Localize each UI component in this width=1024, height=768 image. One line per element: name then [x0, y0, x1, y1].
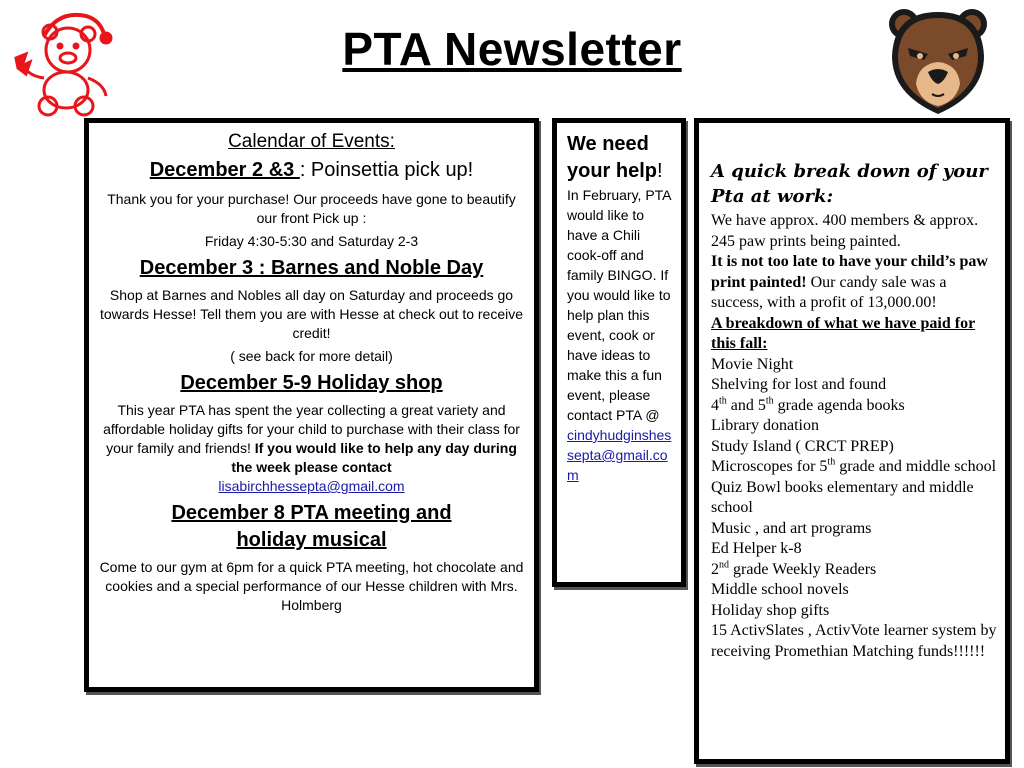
event-3-description: This year PTA has spent the year collecting a great variety and affordable holiday gifts for your child to purchase with their class for your family and friends!	[103, 402, 520, 456]
event-4-heading-line-2: holiday musical	[236, 529, 387, 551]
list-item	[711, 457, 997, 478]
bear-mascot-icon	[884, 4, 992, 118]
event-4-heading-line-1: December 8 PTA meeting and	[171, 502, 452, 524]
event-2-text: Shop at Barnes and Nobles all day on Saturday and proceeds go towards Hesse! Tell them you are with Hesse at check out to receive credit!	[99, 287, 524, 341]
page-title: PTA Newsletter	[342, 23, 682, 75]
event-1-heading	[99, 159, 524, 182]
event-3-email-link[interactable]: lisabirchhessepta@gmail.com	[218, 478, 405, 494]
list-item-text: grade and middle school	[835, 458, 997, 475]
list-item	[711, 396, 997, 417]
list-item-text: and 5	[726, 396, 766, 414]
list-item: Middle school novels	[711, 581, 849, 598]
breakdown-intro: We have approx. 400 members & approx. 245 paw prints being painted.	[711, 212, 979, 250]
list-item: Music , and art programs	[711, 519, 872, 537]
event-1-text: Thank you for your purchase! Our proceeds have gone to beautify our front Pick up :	[107, 191, 516, 226]
list-item: Study Island ( CRCT PREP)	[711, 437, 894, 455]
pta-breakdown-box	[694, 118, 1010, 764]
breakdown-subheading: A breakdown of what we have paid for this fall:	[711, 314, 976, 352]
event-1-title: : Poinsettia pick up!	[299, 159, 474, 181]
list-item: Holiday shop gifts	[711, 601, 830, 619]
list-item-text: grade Weekly Readers	[729, 560, 877, 578]
list-item-sup: th	[765, 395, 774, 407]
list-item: Library donation	[711, 417, 819, 434]
list-item: Shelving for lost and found	[711, 376, 887, 393]
help-exclamation: !	[657, 160, 663, 182]
help-box	[552, 118, 686, 587]
list-item: Movie Night	[711, 355, 794, 373]
breakdown-paw-print	[711, 252, 997, 314]
event-2-heading: December 3 : Barnes and Noble Day	[139, 257, 484, 279]
calendar-of-events-box	[84, 118, 539, 692]
event-1-times: Friday 4:30-5:30 and Saturday 2-3	[204, 233, 419, 249]
list-item-text: Microscopes for 5	[711, 458, 828, 475]
list-item-sup: th	[827, 456, 836, 468]
paw-print-callout: It is not too late to have your child’s paw print painted!	[711, 253, 988, 291]
event-1-date: December 2 &3	[149, 159, 300, 181]
candy-sale-text: Our candy sale was a success, with a profit of 13,000.00!	[711, 273, 947, 311]
list-item-text: grade agenda books	[773, 396, 905, 414]
event-3-heading: December 5-9 Holiday shop	[180, 372, 443, 394]
list-item-text: 2	[711, 560, 719, 578]
list-item: Quiz Bowl books elementary and middle school	[711, 478, 974, 516]
help-email-link[interactable]: cindyhudginshessepta@gmail.com	[567, 427, 672, 483]
event-3-contact: If you would like to help any day during the week please contact	[231, 440, 517, 475]
help-text: In February, PTA would like to have a Chili cook-off and family BINGO. If you would like to help plan this event, cook or have ideas to make this a fun event, please contact PTA @	[567, 187, 671, 423]
calendar-heading: Calendar of Events:	[228, 131, 395, 152]
breakdown-heading: A quick break down of your Pta at work:	[711, 161, 988, 207]
list-item-sup: th	[719, 395, 727, 407]
event-4-text: Come to our gym at 6pm for a quick PTA meeting, hot chocolate and cookies and a special performance of our Hesse children with Mrs. Holmberg	[99, 559, 524, 613]
list-item: Ed Helper k-8	[711, 540, 802, 557]
event-3-text	[99, 401, 524, 496]
list-item-sup: nd	[719, 559, 729, 571]
help-heading: We need your help	[567, 133, 658, 182]
event-2-note: ( see back for more detail)	[230, 348, 393, 364]
list-item	[711, 560, 997, 581]
list-item: 15 ActivSlates , ActivVote learner system by receiving Promethian Matching funds!!!!!!	[711, 622, 997, 660]
list-item-text: 4	[711, 396, 719, 414]
